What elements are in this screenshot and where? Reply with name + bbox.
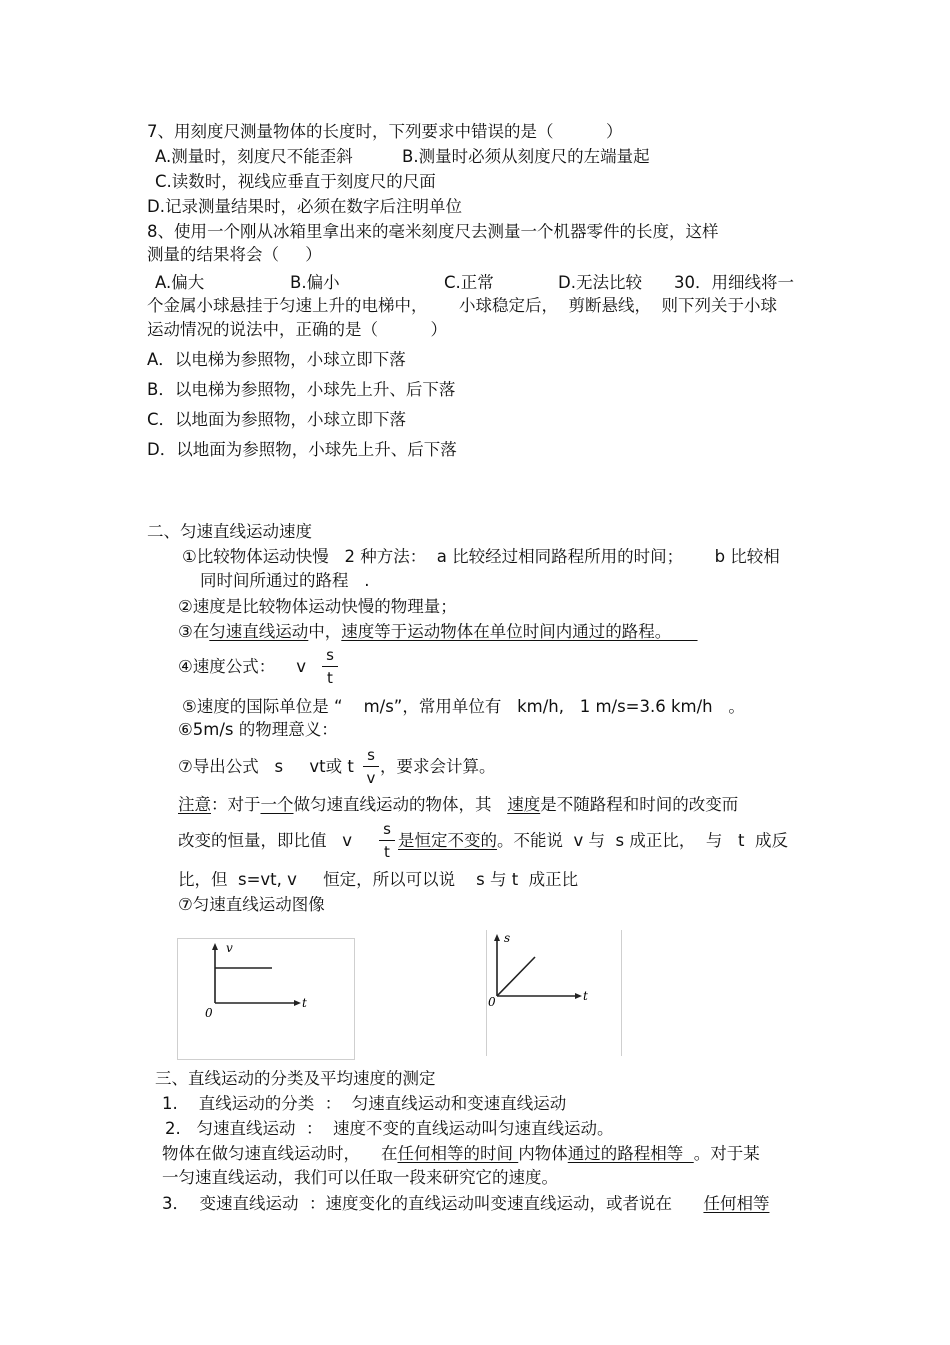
section2-title: 二、匀速直线运动速度 <box>147 522 312 541</box>
graph-section-title: ⑦匀速直线运动图像 <box>178 895 325 914</box>
sec2-point5-units: ⑤速度的国际单位是 “ m/s”，常用单位有 km/h, 1 m/s=3.6 km/h 。 <box>182 697 745 716</box>
velocity-time-graph <box>177 938 355 1060</box>
q30-option-b: B．以电梯为参照物，小球先上升、后下落 <box>147 380 456 399</box>
note-line3: 比，但 s=vt, v 恒定，所以可以说 s 与 t 成正比 <box>178 870 579 889</box>
fraction-numerator: s <box>383 820 391 838</box>
q30-option-c: C．以地面为参照物，小球立即下落 <box>147 410 407 429</box>
note-line2-pre: 改变的恒量，即比值 v <box>178 831 352 850</box>
q30-stem-line2: 个金属小球悬挂于匀速上升的电梯中， 小球稳定后， 剪断悬线， 则下列关于小球 <box>147 296 777 315</box>
q7-option-c: C.读数时，视线应垂直于刻度尺的尺面 <box>155 172 436 191</box>
sec3-item1: 1. 直线运动的分类 ： 匀速直线运动和变速直线运动 <box>162 1094 567 1113</box>
t-axis-label: t <box>583 989 588 1003</box>
v-axis-label: v <box>226 941 233 955</box>
q8-option-c: C.正常 <box>444 273 494 292</box>
sec2-point1-line1: ①比较物体运动快慢 2 种方法： a 比较经过相同路程所用的时间； b 比较相 <box>182 547 780 566</box>
fraction-numerator: s <box>367 746 375 764</box>
q7-option-d: D.记录测量结果时，必须在数字后注明单位 <box>147 197 462 216</box>
derived-formula-fraction <box>363 746 379 787</box>
s-axis-label: s <box>504 931 511 945</box>
sec3-item3: 3． 变速直线运动 ：速度变化的直线运动叫变速直线运动，或者说在 任何相等 <box>162 1194 770 1213</box>
sec3-item2-desc-line2: 一匀速直线运动，我们可以任取一段来研究它的速度。 <box>162 1168 558 1187</box>
sec2-point2: ②速度是比较物体运动快慢的物理量； <box>178 597 457 616</box>
origin-label: 0 <box>205 1006 213 1020</box>
q8-stem-line1: 8、使用一个刚从冰箱里拿出来的毫米刻度尺去测量一个机器零件的长度，这样 <box>147 222 719 241</box>
t-axis-label: t <box>302 996 307 1010</box>
q30-option-d: D．以地面为参照物，小球先上升、后下落 <box>147 440 457 459</box>
fraction-denominator: v <box>366 769 376 787</box>
fraction-denominator: t <box>327 669 333 687</box>
sec2-point3: ③在匀速直线运动中，速度等于运动物体在单位时间内通过的路程。 <box>178 622 698 641</box>
q7-option-b: B.测量时必须从刻度尺的左端量起 <box>402 147 650 166</box>
speed-formula-label: ④速度公式： v <box>178 657 307 676</box>
q8-stem-line2: 测量的结果将会（ ） <box>147 245 322 264</box>
q7-stem: 7、用刻度尺测量物体的长度时，下列要求中错误的是（ ） <box>147 122 623 141</box>
q8-option-d: D.无法比较 <box>558 273 642 292</box>
sec3-item2: 2. 匀速直线运动 ： 速度不变的直线运动叫匀速直线运动。 <box>165 1119 614 1138</box>
sec3-item2-desc-line1: 物体在做匀速直线运动时， 在任何相等的时间 内物体通过的路程相等 。对于某 <box>162 1144 760 1163</box>
note-line1: 注意：对于一个做匀速直线运动的物体，其 速度是不随路程和时间的改变而 <box>178 795 739 814</box>
section3-title: 三、直线运动的分类及平均速度的测定 <box>155 1069 436 1088</box>
derived-formula-tail: ，要求会计算。 <box>380 757 496 776</box>
fraction-numerator: s <box>326 646 334 664</box>
q7-option-a: A.测量时，刻度尺不能歪斜 <box>155 147 353 166</box>
speed-formula-fraction <box>322 646 338 687</box>
q8-option-b: B.偏小 <box>290 273 340 292</box>
q8-option-a: A.偏大 <box>155 273 205 292</box>
q30-stem-line3: 运动情况的说法中，正确的是（ ） <box>147 320 447 339</box>
note-line2-tail: 是恒定不变的。不能说 v 与 s 成正比， 与 t 成反 <box>398 831 789 850</box>
derived-formula-label: ⑦导出公式 s vt或 t <box>178 757 354 776</box>
sec2-point1-line2: 同时间所通过的路程 . <box>200 571 370 590</box>
q30-stem-line1: 30．用细线将一 <box>674 273 794 292</box>
origin-label: 0 <box>488 995 496 1009</box>
fraction-denominator: t <box>384 843 390 861</box>
q30-option-a: A．以电梯为参照物，小球立即下落 <box>147 350 406 369</box>
distance-time-graph <box>486 930 622 1056</box>
sec2-point6: ⑥5m/s 的物理意义： <box>178 720 338 739</box>
note-ratio-fraction <box>379 820 395 861</box>
